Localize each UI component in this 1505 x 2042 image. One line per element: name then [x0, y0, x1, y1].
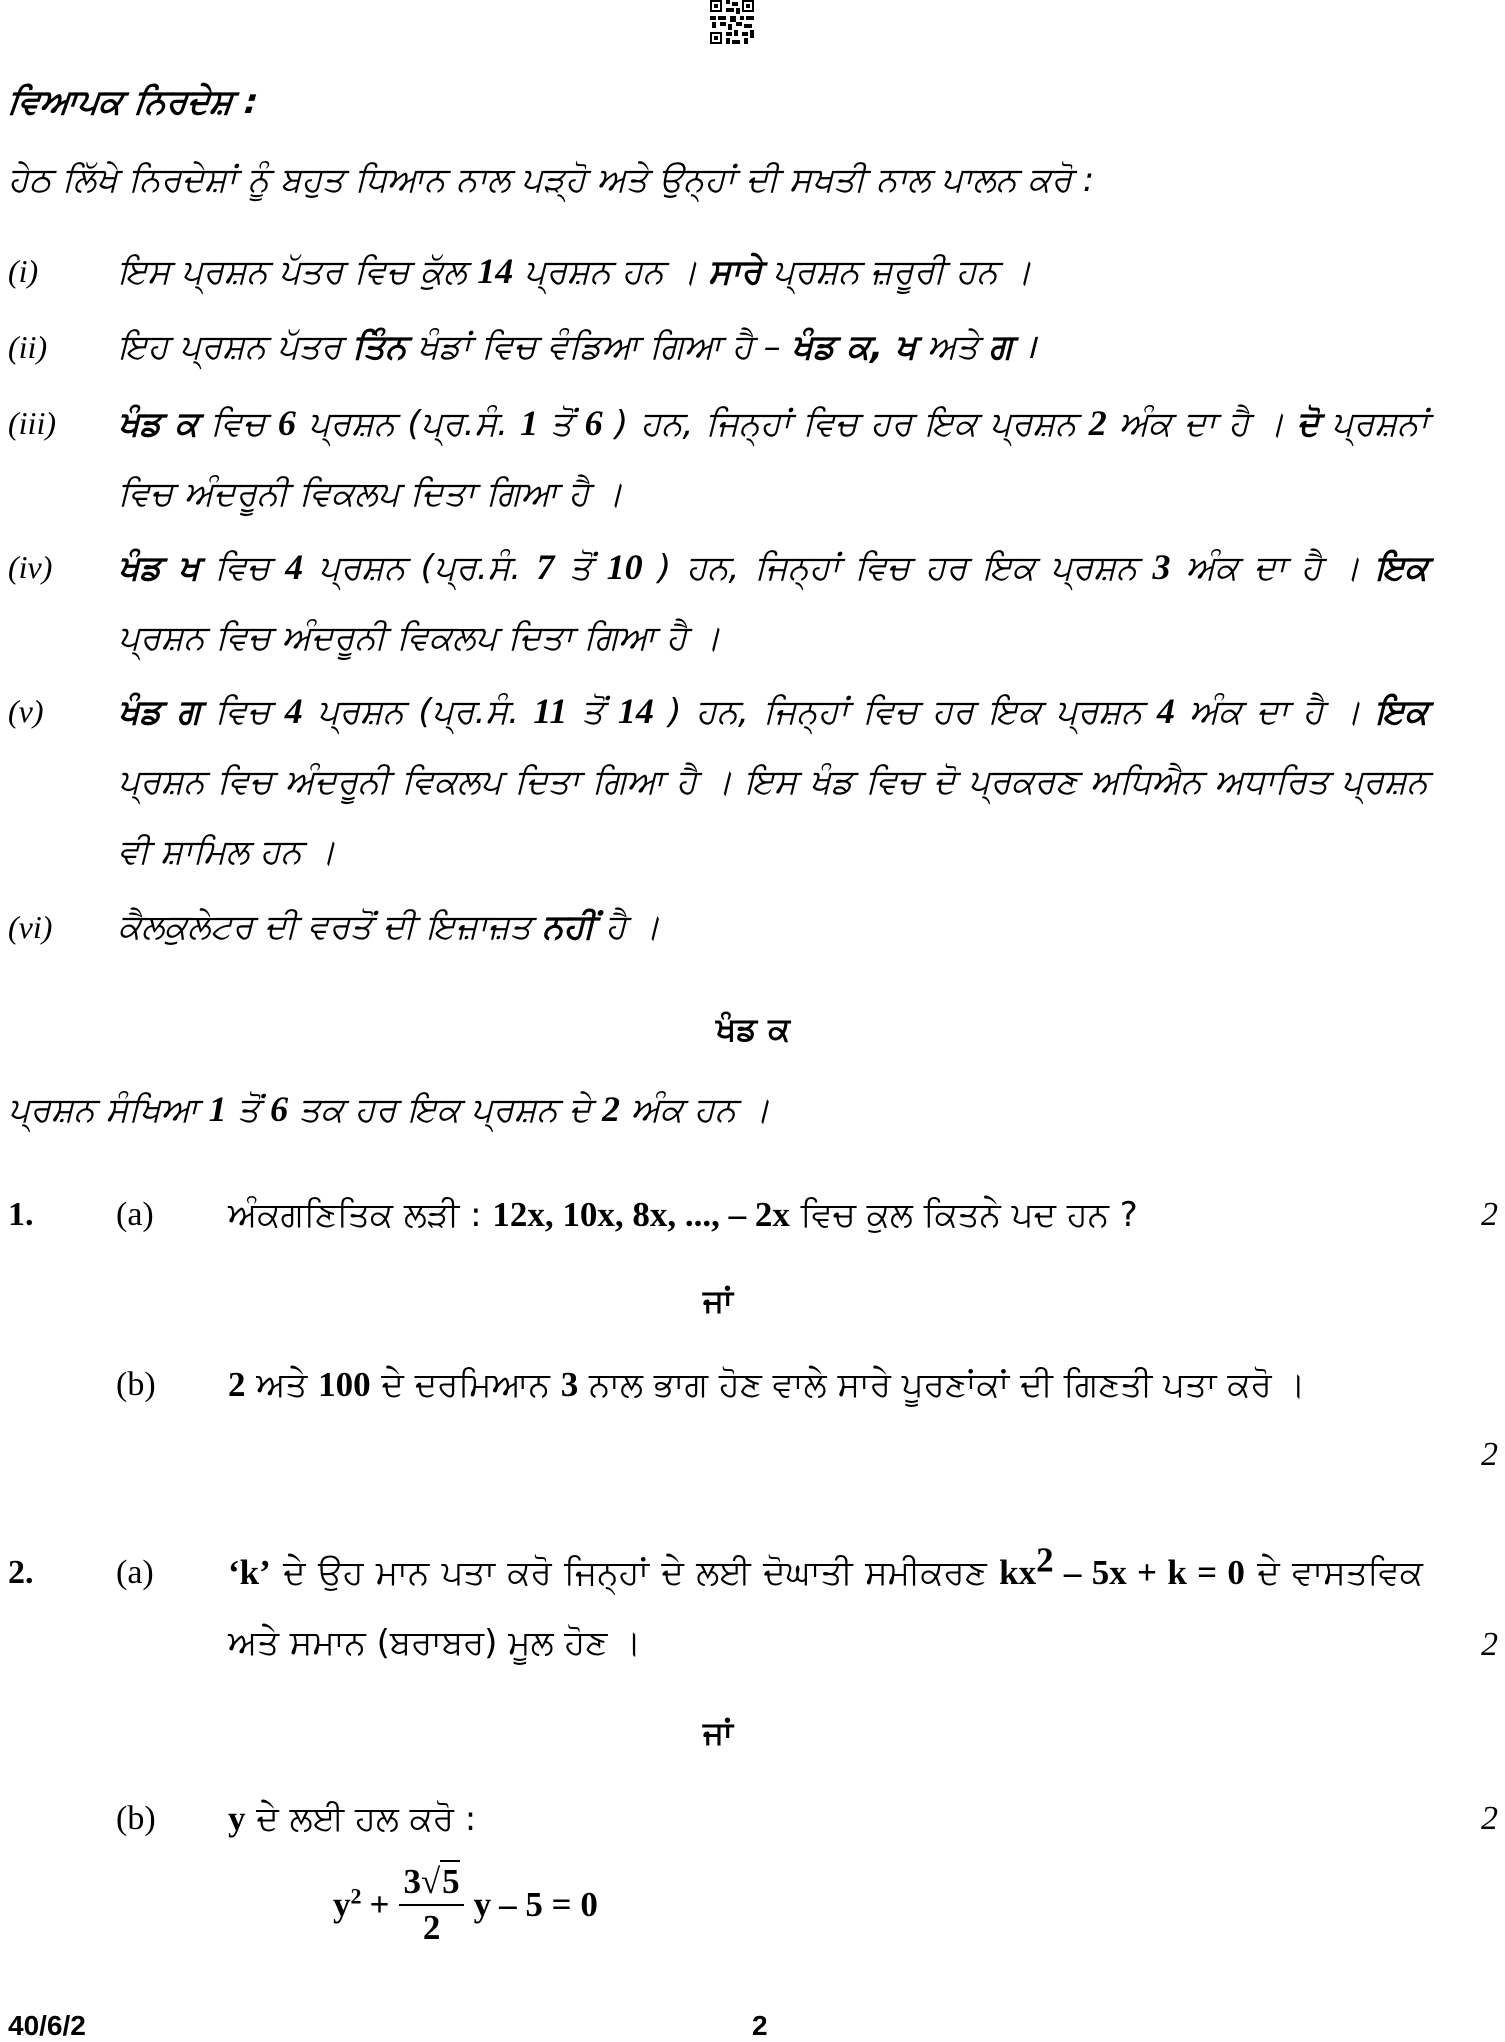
eq-term-y: y	[473, 1885, 492, 1924]
instruction-item	[8, 312, 1428, 382]
question-marks: 2	[1481, 1436, 1498, 1473]
section-a-note: ਪ੍ਰਸ਼ਨ ਸੰਖਿਆ 1 ਤੋਂ 6 ਤਕ ਹਰ ਇਕ ਪ੍ਰਸ਼ਨ ਦੇ 2 ਅੰਕ ਹਨ ।	[8, 1089, 770, 1130]
question-marks: 2	[1481, 1800, 1498, 1837]
question-marks: 2	[1481, 1196, 1498, 1233]
question-part-label: (a)	[116, 1196, 154, 1233]
question-part-label: (a)	[116, 1554, 154, 1591]
question-text: ‘k’ ਦੇ ਉਹ ਮਾਨ ਪਤਾ ਕਰੋ ਜਿਨ੍ਹਾਂ ਦੇ ਲਈ ਦੋਘਾਤੀ ਸਮੀਕਰਣ $kx^2 - 5x + k = 0$ ਦੇ ਵਾਸਤਵਿਕ ਅਤੇ ਸਮਾਨ (ਬਰਾਬਰ) ਮੂਲ ਹੋਣ ।	[228, 1540, 1423, 1663]
instruction-item	[8, 236, 1428, 307]
general-instructions-heading: ਵਿਆਪਕ ਨਿਰਦੇਸ਼ :	[5, 82, 261, 122]
instruction-text: ਖੰਡ ਖ ਵਿਚ 4 ਪ੍ਰਸ਼ਨ (ਪ੍ਰ.ਸੰ. 7 ਤੋਂ 10 ) ਹਨ, ਜਿਨ੍ਹਾਂ ਵਿਚ ਹਰ ਇਕ ਪ੍ਰਸ਼ਨ 3 ਅੰਕ ਦਾ ਹੈ । ਇਕ ਪ੍ਰਸ਼ਨ ਵਿਚ ਅੰਦਰੂਨੀ ਵਿਕਲਪ ਦਿਤਾ ਗਿਆ ਹੈ ।	[118, 547, 1428, 658]
question-number: 1.	[8, 1196, 34, 1233]
instruction-item	[8, 676, 1428, 887]
instruction-text: ਖੰਡ ਗ ਵਿਚ 4 ਪ੍ਰਸ਼ਨ (ਪ੍ਰ.ਸੰ. 11 ਤੋਂ 14 ) ਹਨ, ਜਿਨ੍ਹਾਂ ਵਿਚ ਹਰ ਇਕ ਪ੍ਰਸ਼ਨ 4 ਅੰਕ ਦਾ ਹੈ । ਇਕ ਪ੍ਰਸ਼ਨ ਵਿਚ ਅੰਦਰੂਨੀ ਵਿਕਲਪ ਦਿਤਾ ਗਿਆ ਹੈ । ਇਸ ਖੰਡ ਵਿਚ ਦੋ ਪ੍ਰਕਰਣ ਅਧਿਐਨ ਅਧਾਰਿਤ ਪ੍ਰਸ਼ਨ ਵੀ ਸ਼ਾਮਿਲ ਹਨ ।	[118, 691, 1428, 872]
instruction-item	[8, 532, 1428, 673]
eq-fraction: $\frac{3√5}{2}$	[399, 1862, 463, 1948]
instruction-number: (i)	[8, 253, 39, 289]
paper-code: 40/6/2	[8, 2010, 86, 2041]
question-text: 2 ਅਤੇ 100 ਦੇ ਦਰਮਿਆਨ 3 ਨਾਲ ਭਾਗ ਹੋਣ ਵਾਲੇ ਸਾਰੇ ਪੂਰਣਾਂਕਾਂ ਦੀ ਗਿਣਤੀ ਪਤਾ ਕਰੋ ।	[228, 1365, 1306, 1405]
instruction-text: ਕੈਲਕੁਲੇਟਰ ਦੀ ਵਰਤੋਂ ਦੀ ਇਜ਼ਾਜ਼ਤ ਨਹੀਂ ਹੈ ।	[118, 907, 661, 947]
instruction-number: (iv)	[8, 549, 53, 585]
instruction-number: (v)	[8, 693, 44, 729]
question-number: 2.	[8, 1554, 34, 1591]
question-text: y ਦੇ ਲਈ ਹਲ ਕਰੋ :	[228, 1799, 477, 1839]
page-number: 2	[752, 2010, 768, 2041]
instruction-text: ਇਹ ਪ੍ਰਸ਼ਨ ਪੱਤਰ ਤਿੰਨ ਖੰਡਾਂ ਵਿਚ ਵੰਡਿਆ ਗਿਆ ਹੈ – ਖੰਡ ਕ, ਖ ਅਤੇ ਗ ।	[118, 327, 1037, 367]
question-part-label: (b)	[116, 1800, 156, 1837]
question-marks: 2	[1481, 1626, 1498, 1663]
eq-term-y-squared: $y^2$	[333, 1883, 362, 1924]
instruction-text: ਇਸ ਪ੍ਰਸ਼ਨ ਪੱਤਰ ਵਿਚ ਕੁੱਲ 14 ਪ੍ਰਸ਼ਨ ਹਨ । ਸਾਰੇ ਪ੍ਰਸ਼ਨ ਜ਼ਰੂਰੀ ਹਨ ।	[118, 251, 1032, 292]
question-text: ਅੰਕਗਣਿਤਿਕ ਲੜੀ : 12x, 10x, 8x, ..., – 2x ਵਿਚ ਕੁਲ ਕਿਤਨੇ ਪਦ ਹਨ ?	[228, 1195, 1138, 1235]
section-a-title: ਖੰਡ ਕ	[715, 1010, 791, 1048]
eq-tail: – 5 = 0	[499, 1885, 598, 1924]
instruction-item	[8, 388, 1428, 529]
general-instructions-intro: ਹੇਠ ਲਿੱਖੇ ਨਿਰਦੇਸ਼ਾਂ ਨੂੰ ਬਹੁਤ ਧਿਆਨ ਨਾਲ ਪੜ੍ਹੋ ਅਤੇ ਉਨ੍ਹਾਂ ਦੀ ਸਖਤੀ ਨਾਲ ਪਾਲਨ ਕਰੋ :	[8, 160, 1095, 200]
or-label: ਜਾਂ	[703, 1282, 733, 1320]
instruction-text: ਖੰਡ ਕ ਵਿਚ 6 ਪ੍ਰਸ਼ਨ (ਪ੍ਰ.ਸੰ. 1 ਤੋਂ 6 ) ਹਨ, ਜਿਨ੍ਹਾਂ ਵਿਚ ਹਰ ਇਕ ਪ੍ਰਸ਼ਨ 2 ਅੰਕ ਦਾ ਹੈ । ਦੋ ਪ੍ਰਸ਼ਨਾਂ ਵਿਚ ਅੰਦਰੂਨੀ ਵਿਕਲਪ ਦਿਤਾ ਗਿਆ ਹੈ ।	[118, 403, 1428, 514]
instruction-item	[8, 892, 1428, 962]
eq-plus: +	[369, 1885, 390, 1924]
instruction-number: (iii)	[8, 405, 56, 441]
qr-code-icon	[708, 0, 758, 46]
quadratic-equation	[333, 1862, 598, 1948]
instruction-number: (ii)	[8, 329, 48, 365]
question-part-label: (b)	[116, 1366, 156, 1403]
instruction-number: (vi)	[8, 909, 53, 945]
or-label: ਜਾਂ	[703, 1714, 733, 1752]
